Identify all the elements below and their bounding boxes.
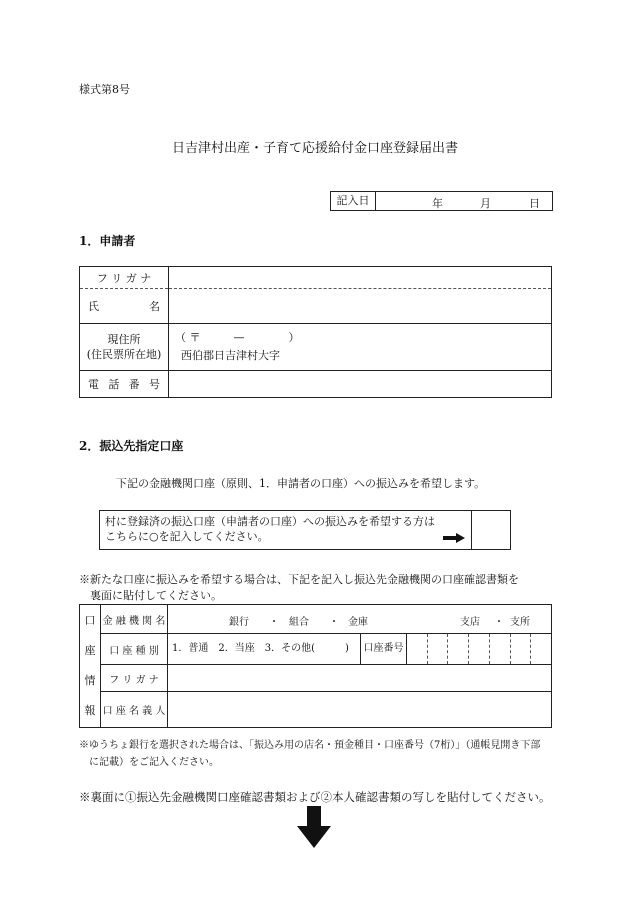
page-title: 日吉津村出産・子育て応援給付金口座登録届出書 xyxy=(171,141,458,156)
account-number-digit[interactable] xyxy=(531,634,551,664)
phone-field[interactable] xyxy=(169,371,552,398)
name-field[interactable] xyxy=(169,289,552,324)
day-label: 日 xyxy=(529,197,540,210)
arrow-down-icon xyxy=(297,806,331,848)
furigana-label: フ リ ガ ナ xyxy=(80,267,169,289)
account-type-row xyxy=(168,634,552,665)
arrow-right-icon xyxy=(443,533,465,543)
account-lead-text: 下記の金融機関口座（原則、1．申請者の口座）への振込みを希望します。 xyxy=(116,477,486,490)
holder-furigana-field[interactable] xyxy=(168,665,552,692)
address-field[interactable] xyxy=(169,324,552,371)
name-label: 氏 名 xyxy=(80,289,169,324)
yucho-note: ※ゆうちょ銀行を選択された場合は、「振込み用の店名・預金種目・口座番号（7桁）」（通帳見開き下部 に記載）をご記入ください。 xyxy=(79,740,541,768)
account-info-side-label: 口 座 情 報 xyxy=(80,605,101,728)
entry-date-label: 記入日 xyxy=(331,192,376,210)
account-number-digit[interactable] xyxy=(469,634,490,664)
bank-name-field[interactable]: 銀行 ・ 組合 ・ 金庫 支店 ・ 支所 xyxy=(168,605,552,634)
account-holder-field[interactable] xyxy=(168,692,552,728)
section-applicant-heading: 1．申請者 xyxy=(79,234,136,248)
account-type-options[interactable]: 1．普通 2．当座 3．その他( ) xyxy=(168,634,361,664)
account-holder-label: 口 座 名 義 人 xyxy=(101,692,168,728)
holder-furigana-label: フ リ ガ ナ xyxy=(101,665,168,692)
account-type-label: 口 座 種 別 xyxy=(101,634,168,665)
phone-label: 電 話 番 号 xyxy=(80,371,169,398)
account-number-digit[interactable] xyxy=(428,634,449,664)
furigana-field[interactable] xyxy=(169,267,552,289)
section-account-heading: 2．振込先指定口座 xyxy=(79,439,184,453)
registered-account-text: 村に登録済の振込口座（申請者の口座）への振込みを希望する方は こちらに○を記入してください。 xyxy=(100,511,472,549)
registered-account-checkbox[interactable] xyxy=(472,511,510,549)
registered-account-box xyxy=(99,510,511,550)
entry-date-field[interactable] xyxy=(376,192,552,210)
bank-name-label: 金 融 機 関 名 xyxy=(101,605,168,634)
address-label: 現住所 (住民票所在地) xyxy=(80,324,169,371)
form-number: 様式第8号 xyxy=(79,83,130,96)
entry-date-box xyxy=(330,191,553,211)
attachment-note: ※裏面に①振込先金融機関口座確認書類および②本人確認書類の写しを貼付してください。 xyxy=(79,790,551,804)
account-number-label: 口座番号 xyxy=(361,634,407,664)
postal-code-field[interactable]: （ 〒 — ） xyxy=(175,331,300,344)
new-account-notice: ※新たな口座に振込みを希望する場合は、下記を記入し振込先金融機関の口座確認書類を 裏面に貼付してください。 xyxy=(79,573,519,602)
account-info-table xyxy=(79,604,552,728)
address-prefix: 西伯郡日吉津村大字 xyxy=(181,349,280,362)
account-number-digit[interactable] xyxy=(511,634,532,664)
month-label: 月 xyxy=(480,197,491,210)
applicant-table xyxy=(79,266,552,398)
account-number-digit[interactable] xyxy=(407,634,428,664)
account-number-digit[interactable] xyxy=(490,634,511,664)
account-number-digit[interactable] xyxy=(448,634,469,664)
year-label: 年 xyxy=(432,197,443,210)
